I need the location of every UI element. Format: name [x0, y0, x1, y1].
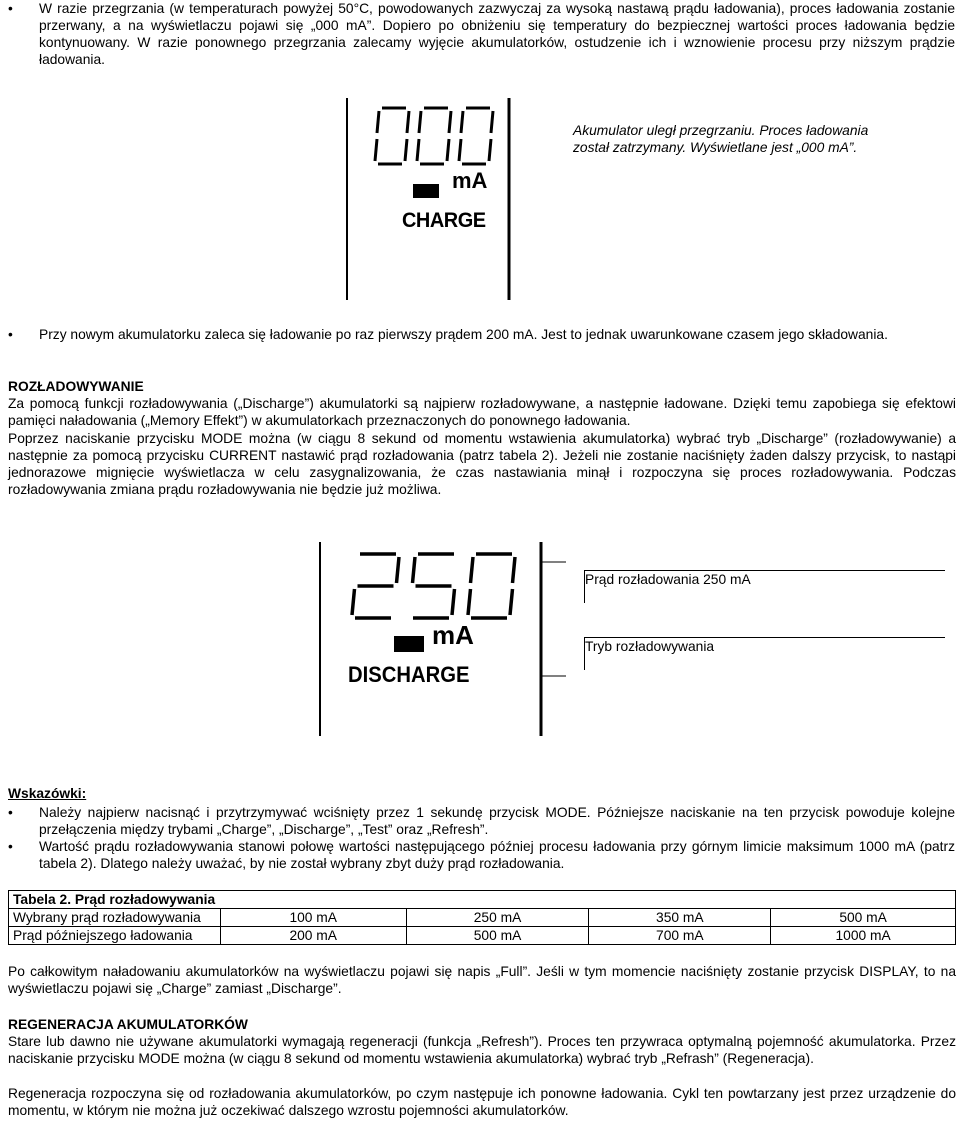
- tip-item: [8, 804, 955, 838]
- bullet-icon: •: [8, 327, 13, 342]
- discharge-paragraph-1: Za pomocą funkcji rozładowywania („Discharge”) akumulatorki są najpierw rozładowywane, a następnie ładowane. Dzięki temu zapobiega się efektowi pamięci naładowania („Memory Effekt”) w akumulatorkach przeznaczonych do ponownego ładowania.: [8, 396, 956, 428]
- lcd-digit-segment: [352, 589, 355, 615]
- lcd-digit-segment: [377, 111, 379, 133]
- new-battery-text: Przy nowym akumulatorku zaleca się ładowanie po raz pierwszy prądem 200 mA. Jest to jednak uwarunkowane czasem jego składowania.: [39, 327, 888, 342]
- table-row: [9, 909, 956, 927]
- lcd2-mode: DISCHARGE: [348, 662, 470, 687]
- lcd-digit-segment: [397, 557, 400, 583]
- mode-label: Tryb rozładowywania: [585, 639, 715, 654]
- lcd-digit-segment: [513, 557, 516, 583]
- bullet-icon: •: [8, 805, 13, 820]
- full-note: Po całkowitym naładowaniu akumulatorków na wyświetlaczu pojawi się napis „Full”. Jeśli w tym momencie naciśnięty zostanie przycisk DISPLAY, to na wyświetlaczu pojawi się „Charge” zamiast „Discharge”.: [8, 964, 956, 996]
- tips-heading: Wskazówki:: [8, 786, 87, 801]
- lcd-digit-segment: [459, 139, 461, 161]
- lcd-digit-segment: [510, 589, 513, 615]
- bullet-icon: •: [8, 1, 13, 16]
- table-row-label: Prąd późniejszego ładowania: [9, 927, 221, 945]
- lcd-digit-segment: [468, 589, 471, 615]
- tip-item: [8, 838, 955, 872]
- mode-label-box: [584, 637, 945, 670]
- lcd-digit-segment: [447, 139, 449, 161]
- lcd1-unit: mA: [452, 168, 488, 193]
- table-title-row: [9, 891, 956, 909]
- overheat-caption: Akumulator uległ przegrzaniu. Proces ładowania został zatrzymany. Wyświetlane jest „000 mA”.: [573, 123, 869, 155]
- lcd-digit-segment: [375, 139, 377, 161]
- lcd-digit-segment: [417, 139, 419, 161]
- discharge-current-table: [8, 890, 956, 945]
- regeneration-heading: REGENERACJA AKUMULATORKÓW: [8, 1017, 248, 1032]
- overheat-bullet: [8, 0, 955, 68]
- table-cell: 1000 mA: [771, 927, 956, 945]
- lcd-digit-segment: [405, 139, 407, 161]
- lcd-digit-segment: [461, 111, 463, 133]
- table-cell: 500 mA: [406, 927, 589, 945]
- bullet-icon: •: [8, 839, 13, 854]
- table-row-label: Wybrany prąd rozładowywania: [9, 909, 221, 927]
- table-cell: 200 mA: [220, 927, 406, 945]
- lcd-digit-segment: [489, 139, 491, 161]
- lcd-digit-segment: [413, 557, 416, 583]
- table-title: Tabela 2. Prąd rozładowywania: [9, 891, 956, 909]
- current-label: Prąd rozładowania 250 mA: [585, 572, 751, 587]
- lcd-digit-segment: [452, 589, 455, 615]
- lcd-display-charge: [345, 96, 513, 302]
- table-cell: 700 mA: [589, 927, 771, 945]
- discharge-paragraph-2: Poprzez naciskanie przycisku MODE można (w ciągu 8 sekund od momentu wstawienia akumulatorka) wybrać tryb „Discharge” (rozładowywanie) a następnie za pomocą przycisku CURRENT nastawić prąd rozładowania (patrz tabela 2). Jeżeli nie zostanie naciśnięty żaden dalszy przycisk, to nastąpi jednorazowe mignięcie wyświetlacza w celu zasygnalizowania, że czas nastawiania minął i rozpoczyna się proces rozładowywania. Podczas rozładowywania zmiana prądu rozładowywania nie będzie już możliwa.: [8, 431, 956, 497]
- lcd-digit-segment: [449, 111, 451, 133]
- lcd-digit-segment: [419, 111, 421, 133]
- lcd-digit-segment: [471, 557, 474, 583]
- tip-text: Należy najpierw nacisnąć i przytrzymywać wciśnięty przez 1 sekundę przycisk MODE. Późniejsze naciskanie na ten przycisk powoduje kolejne przełączenia między trybami „Charge”, „Discharge”, „Test” oraz „Refresh”.: [39, 805, 955, 837]
- overheat-text: W razie przegrzania (w temperaturach powyżej 50°C, powodowanych zazwyczaj za wysoką nastawą prądu ładowania), proces ładowania zostanie przerwany, a na wyświetlaczu pojawi się „000 mA”. Dopiero po obniżeniu się temperatury do bezpiecznej wartości proces ładowania będzie kontynuowany. W razie ponownego przegrzania zalecamy wyjęcie akumulatorków, ostudzenie ich i wznowienie procesu przy niższym prądzie ładowania.: [39, 1, 955, 67]
- lcd-digit-segment: [407, 111, 409, 133]
- tip-text: Wartość prądu rozładowywania stanowi połowę wartości następującego później procesu ładowania przy górnym limicie maksimum 1000 mA (patrz tabela 2). Dlatego należy uważać, by nie został wybrany zbyt duży prąd rozładowania.: [39, 839, 955, 871]
- table-cell: 500 mA: [771, 909, 956, 927]
- new-battery-bullet: [8, 326, 955, 343]
- table-cell: 250 mA: [406, 909, 589, 927]
- lcd2-unit: mA: [432, 620, 474, 650]
- table-row: [9, 927, 956, 945]
- lcd-digit-segment: [491, 111, 493, 133]
- regeneration-paragraph-1: Stare lub dawno nie używane akumulatorki wymagają regeneracji (funkcja „Refresh”). Proces ten przywraca optymalną pojemność akumulatorka. Przez naciskanie przycisku MODE można (w ciągu 8 sekund od momentu wstawienia akumulatorka) wybrać tryb „Refrash” (Regeneracja).: [8, 1034, 956, 1066]
- table-cell: 350 mA: [589, 909, 771, 927]
- current-label-box: [584, 570, 945, 603]
- regeneration-paragraph-2: Regeneracja rozpoczyna się od rozładowania akumulatorków, po czym następuje ich ponowne ładowania. Cykl ten powtarzany jest przez urządzenie do momentu, w którym nie można już oczekiwać dalszego wzrostu pojemności akumulatorków.: [8, 1086, 956, 1118]
- discharge-heading: ROZŁADOWYWANIE: [8, 379, 144, 394]
- lcd1-mode: CHARGE: [402, 209, 486, 232]
- table-cell: 100 mA: [220, 909, 406, 927]
